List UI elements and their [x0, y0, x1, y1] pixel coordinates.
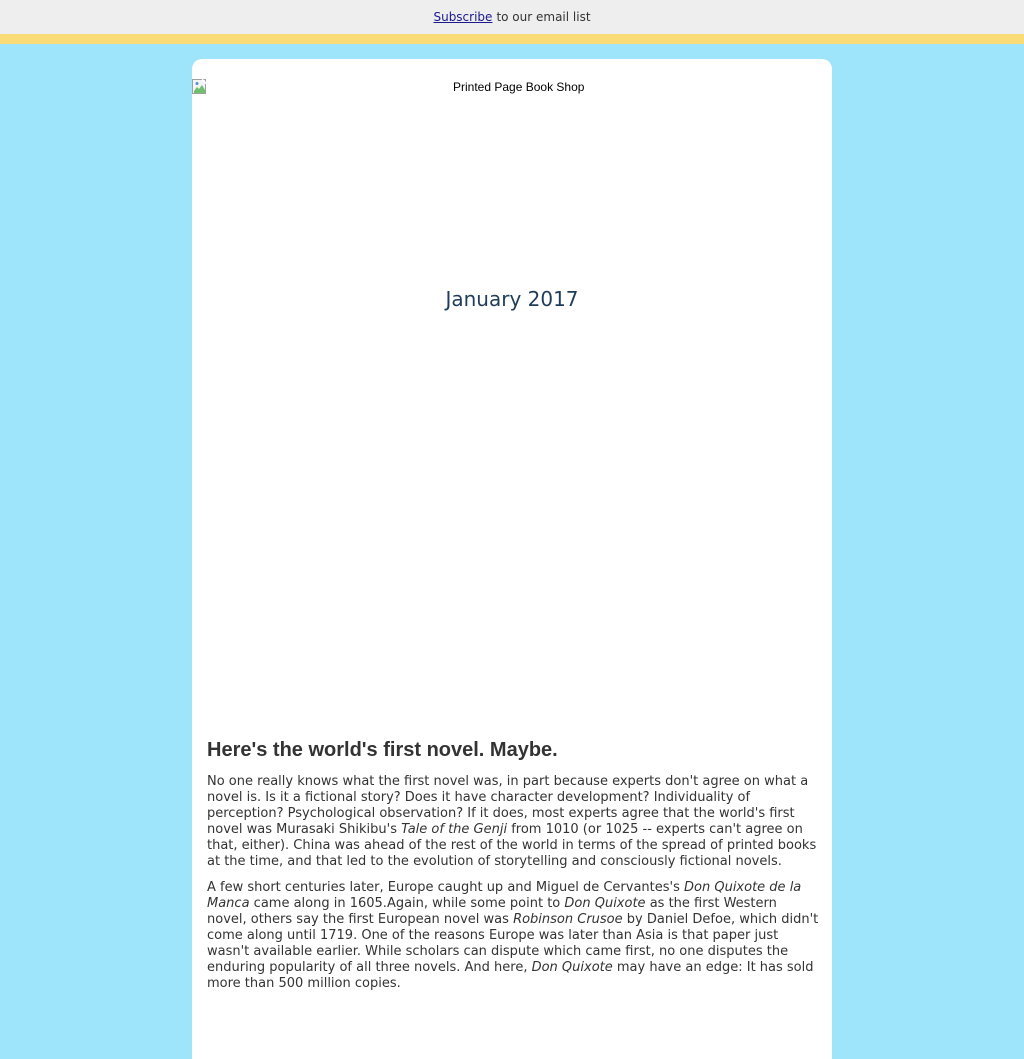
book-title: Don Quixote: [531, 960, 613, 975]
article-title: Here's the world's first novel. Maybe.: [207, 739, 558, 761]
top-bar: [0, 0, 1024, 34]
book-title: Robinson Crusoe: [513, 912, 623, 927]
paragraph-text: A few short centuries later, Europe caught up and Miguel de Cervantes's: [207, 880, 685, 895]
paragraph-text: as the first Western novel, others say the first European novel was: [207, 896, 777, 927]
subscribe-link[interactable]: Subscribe: [433, 10, 493, 24]
book-title: Tale of the Genji: [401, 822, 508, 837]
paragraph-text: from 1010 (or 1025 -- experts can't agree on that, either). China was ahead of the rest of the world in terms of the spread of printed books at the time, and that led to the evolution of storytelling and consciously fictional novels.: [207, 822, 817, 869]
paragraph-text: by Daniel Defoe, which didn't come along until 1719. One of the reasons Europe was later than Asia is that paper just wasn't available earlier. While scholars can dispute which came first, no one disputes the enduring popularity of all three novels. And here,: [207, 912, 819, 975]
paragraph-text: came along in 1605.Again, while some point to: [249, 896, 565, 911]
article-paragraph-2: [207, 880, 819, 992]
logo-image[interactable]: [192, 79, 832, 97]
subscribe-text: to our email list: [496, 10, 591, 24]
article-paragraph-1: [207, 774, 819, 870]
newsletter-card: [192, 59, 832, 1059]
accent-stripe: [0, 34, 1024, 44]
book-title: Don Quixote de la Manca: [207, 880, 802, 911]
logo-alt-text: Printed Page Book Shop: [453, 80, 585, 94]
article: [207, 739, 819, 1002]
issue-date: January 2017: [445, 287, 579, 311]
paragraph-text: No one really knows what the first novel was, in part because experts don't agree on what a novel is. Is it a fictional story? Does it have character development? Individuality of perception? Psychological observation? If it does, most experts agree that the world's first novel was Murasaki Shikibu's: [207, 774, 809, 837]
broken-image-icon: [192, 79, 208, 95]
book-title: Don Quixote: [564, 896, 646, 911]
paragraph-text: may have an edge: It has sold more than 500 million copies.: [207, 960, 814, 991]
